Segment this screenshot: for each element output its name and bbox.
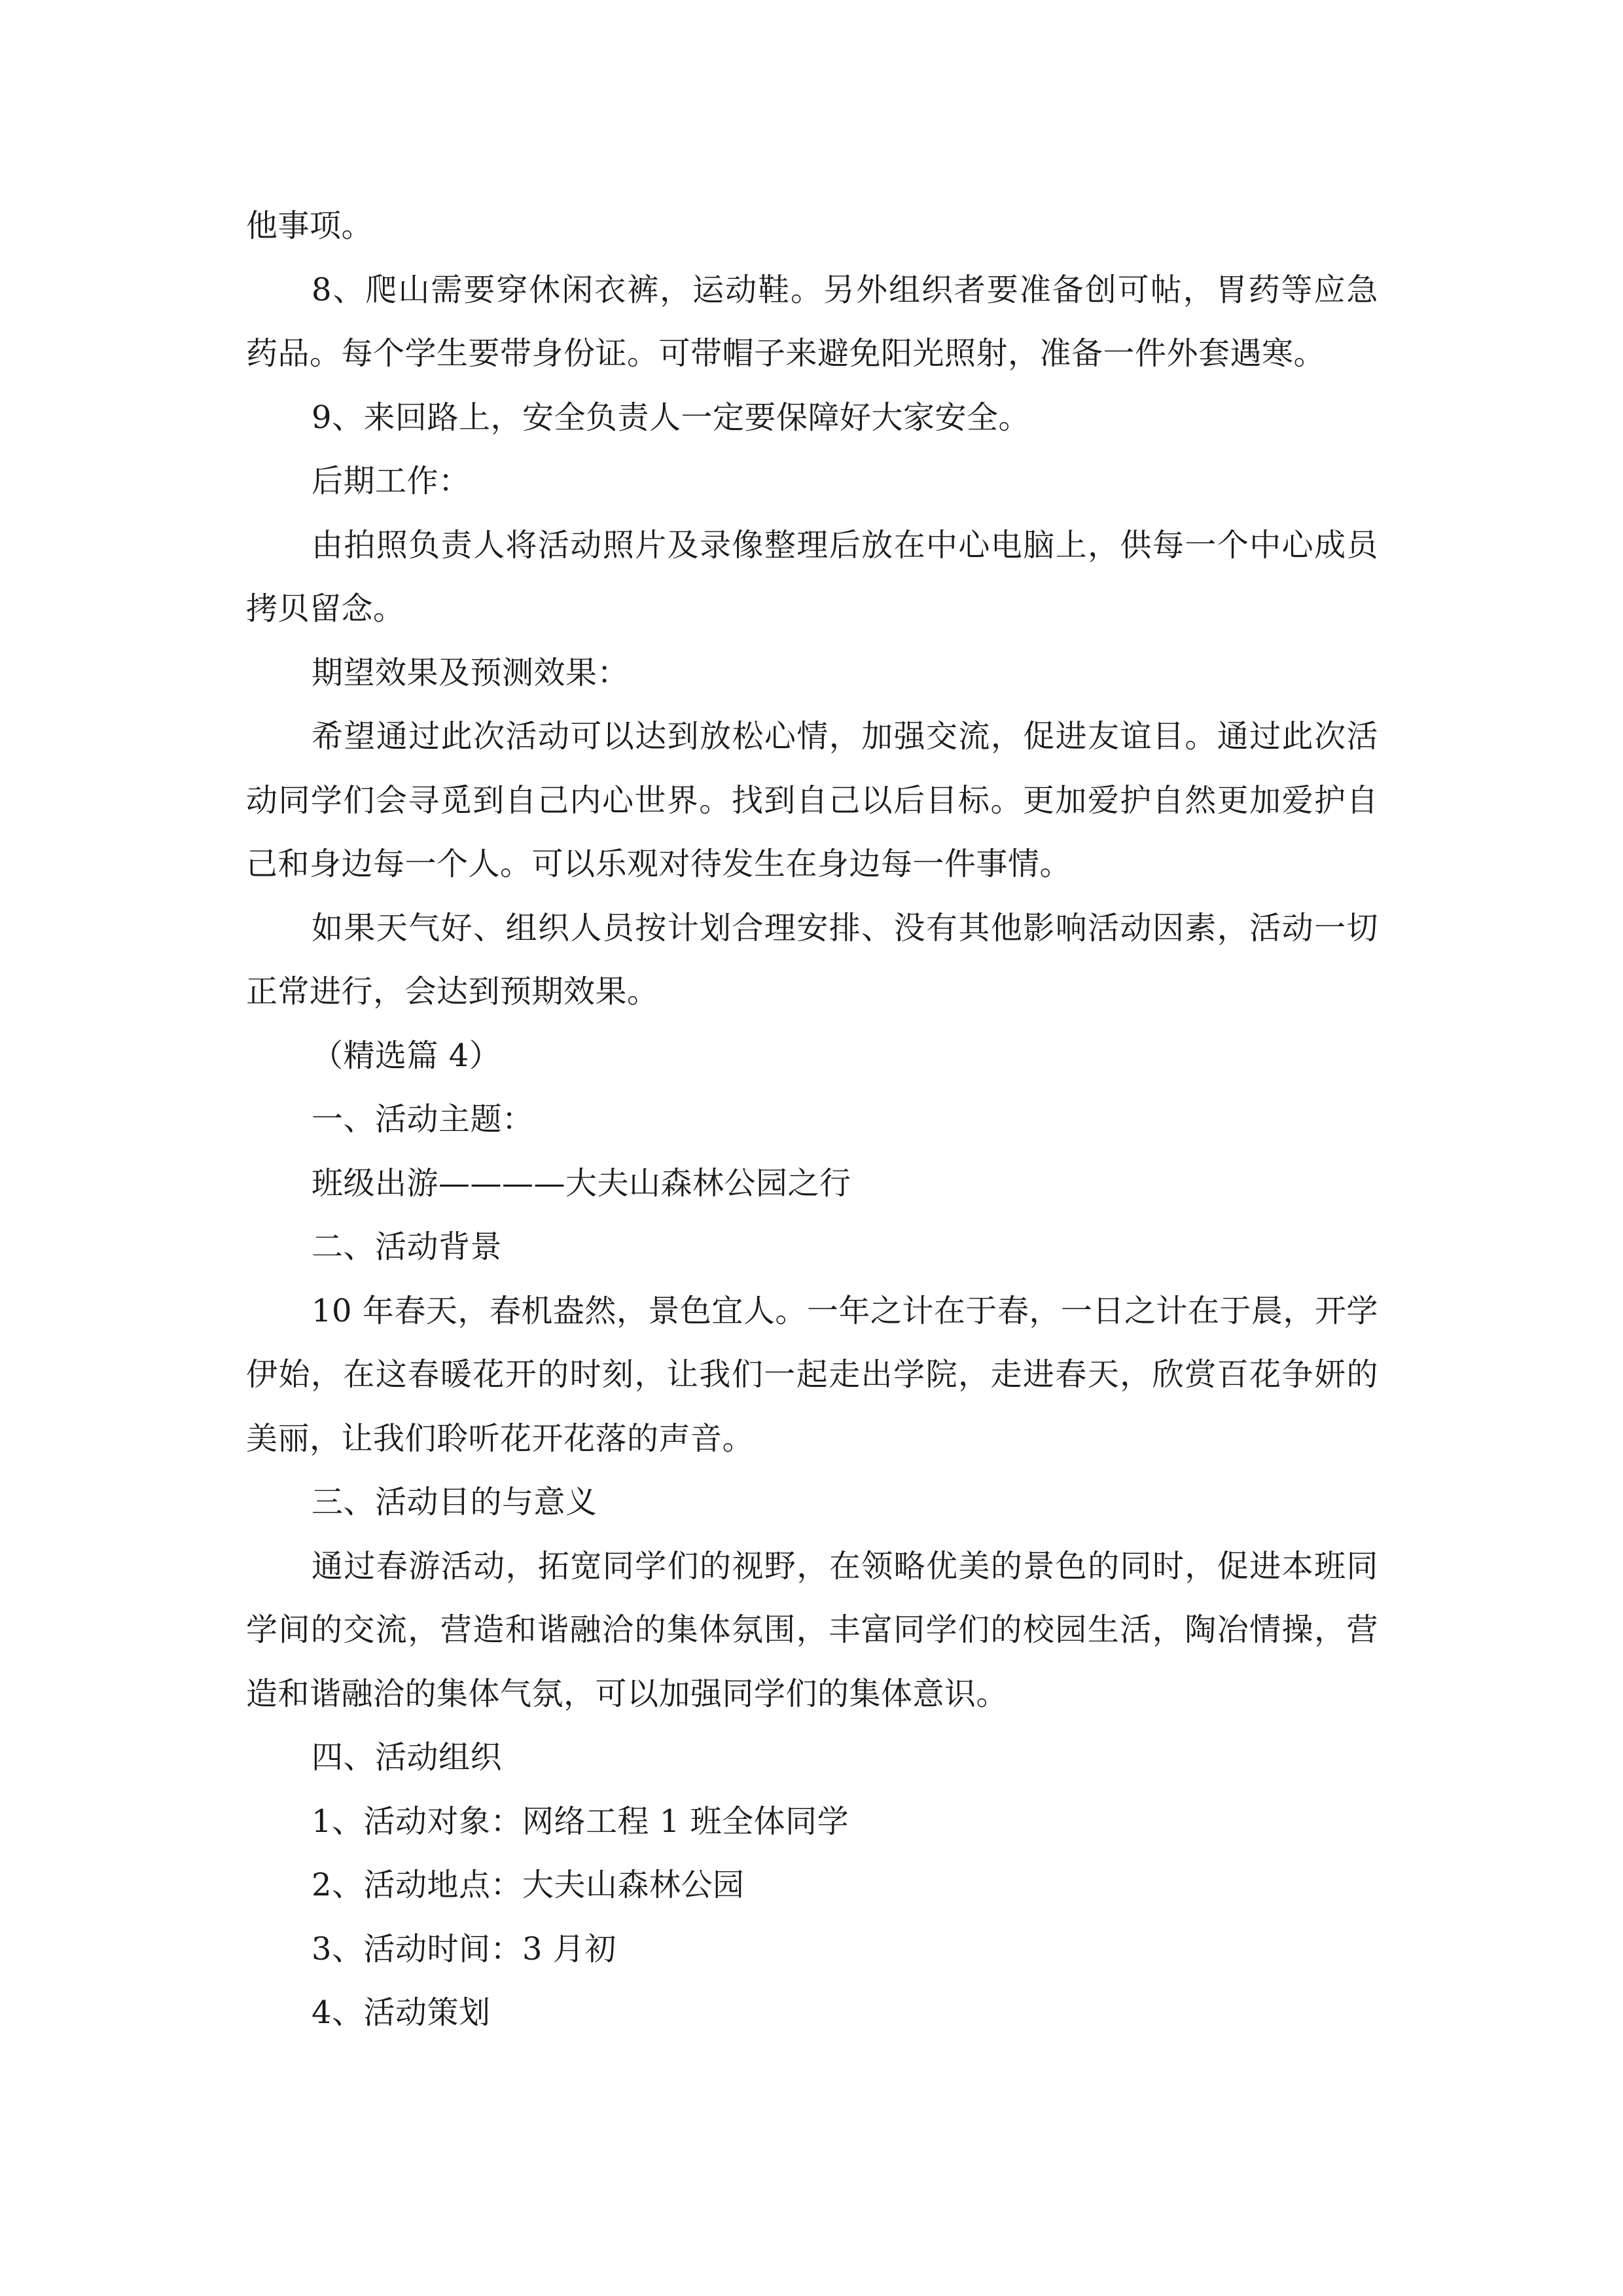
paragraph-expected-effect: 希望通过此次活动可以达到放松心情，加强交流，促进友谊目。通过此次活动同学们会寻觅到自己内心世界。找到自己以后目标。更加爱护自然更加爱护自己和身边每一个人。可以乐观对待发生在身边每一件事情。	[246, 718, 1378, 882]
list-item-location: 2、活动地点：大夫山森林公园	[312, 1867, 745, 1903]
paragraph-background: 10 年春天，春机盎然，景色宜人。一年之计在于春，一日之计在于晨，开学伊始，在这春暖花开的时刻，让我们一起走出学院，走进春天，欣赏百花争妍的美丽，让我们聆听花开花落的声音。	[246, 1292, 1378, 1457]
list-item-participants: 1、活动对象：网络工程 1 班全体同学	[312, 1803, 849, 1840]
paragraph-item-8: 8、爬山需要穿休闲衣裤，运动鞋。另外组织者要准备创可帖，胃药等应急药品。每个学生要带身份证。可带帽子来避免阳光照射，准备一件外套遇寒。	[246, 271, 1378, 372]
paragraph-purpose: 通过春游活动，拓宽同学们的视野，在领略优美的景色的同时，促进本班同学间的交流，营造和谐融洽的集体氛围，丰富同学们的校园生活，陶冶情操，营造和谐融洽的集体气氛，可以加强同学们的集体意识。	[246, 1547, 1378, 1712]
paragraph-other-items: 他事项。	[246, 207, 374, 244]
section-heading-theme: 一、活动主题：	[312, 1101, 534, 1138]
section-heading-background: 二、活动背景	[312, 1229, 503, 1265]
paragraph-later-work: 由拍照负责人将活动照片及录像整理后放在中心电脑上，供每一个中心成员拷贝留念。	[246, 526, 1378, 627]
paragraph-item-9: 9、来回路上，安全负责人一定要保障好大家安全。	[312, 399, 1031, 436]
list-item-planning: 4、活动策划	[312, 1994, 491, 2031]
paragraph-weather-condition: 如果天气好、组织人员按计划合理安排、没有其他影响活动因素，活动一切正常进行，会达到预期效果。	[246, 909, 1378, 1010]
paragraph-theme: 班级出游————大夫山森林公园之行	[312, 1164, 851, 1202]
list-item-time: 3、活动时间：3 月初	[312, 1930, 616, 1967]
document-body	[246, 194, 1378, 2045]
section-heading-purpose: 三、活动目的与意义	[312, 1484, 597, 1520]
section-heading-organization: 四、活动组织	[312, 1739, 503, 1776]
section-heading-later-work: 后期工作：	[312, 463, 471, 499]
section-heading-expected-effect: 期望效果及预测效果：	[312, 654, 630, 691]
section-title-selected-4: （精选篇 4）	[312, 1037, 501, 1074]
